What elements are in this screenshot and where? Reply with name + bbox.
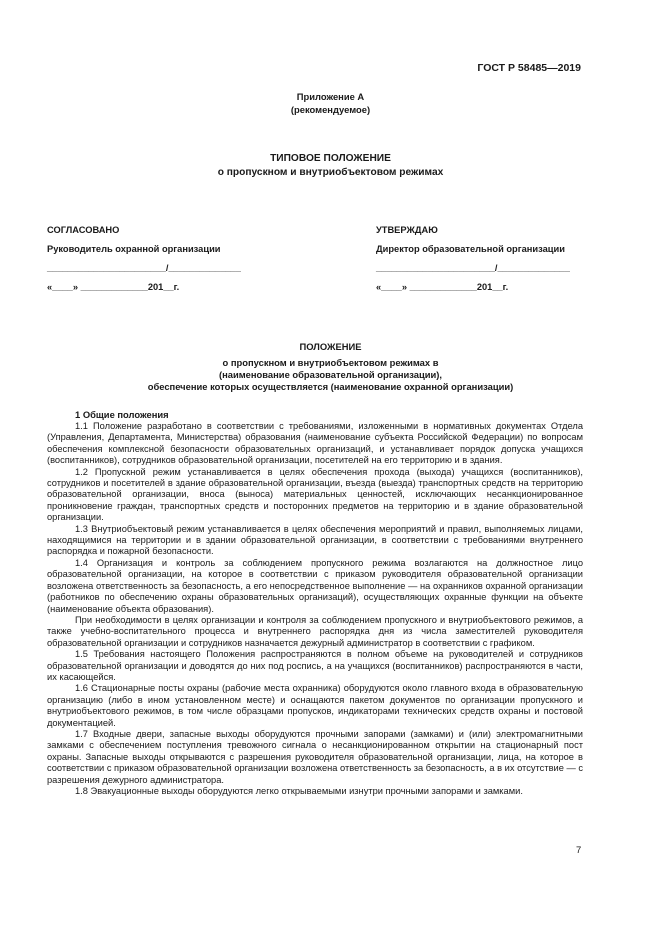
paragraph-1-1: 1.1 Положение разработано в соответствии с требованиями, изложенными в нормативных документах Отдела (Управления, Департамента, Министерства) образования (наименование субъекта Российской Федерации) по вопросам обеспечения комплексной безопасности образовательных организаций, и устанавливает порядок допуска учащихся (воспитанников), сотрудников образовательной организации, посетителей на его территорию и в здания. [47,421,583,466]
body-text [47,421,583,797]
agreed-signature-line: _______________________/______________ [47,263,241,273]
standard-number: ГОСТ Р 58485—2019 [477,62,581,74]
appendix-note: (рекомендуемое) [290,104,371,115]
regulation-line-3: обеспечение которых осуществляется (наименование охранной организации) [147,381,514,392]
regulation-line-2: (наименование образовательной организации), [218,369,443,380]
paragraph-1-6: 1.6 Стационарные посты охраны (рабочие места охранника) оборудуются около главного входа в образовательную организацию (либо в ином установленном месте) и оснащаются пакетом документов по организации пропускного и внутриобъектового режимов, в том числе образцами пропусков, индикаторами технических средств охраны и постовой документацией. [47,683,583,728]
approve-heading: УТВЕРЖДАЮ [376,225,438,235]
section-heading: 1 Общие положения [75,409,169,420]
document-title: ТИПОВОЕ ПОЛОЖЕНИЕ [270,153,391,164]
paragraph-1-8: 1.8 Эвакуационные выходы оборудуются легко открываемыми изнутри прочными запорами и замками. [75,786,523,796]
paragraph-1-4-continued: При необходимости в целях организации и контроля за соблюдением пропускного и внутриобъектового режимов, а также учебно-воспитательного процесса и внутреннего распорядка дня из числа заместителей руководителя образовательной организации и сотрудников назначается дежурный администратор в соответствии с графиком. [47,614,583,648]
paragraph-1-3: 1.3 Внутриобъектовый режим устанавливается в целях обеспечения мероприятий и правил, выполняемых лицами, находящимися на территории и в здании образовательной организации, в соответствии с требованиями внутреннего распорядка и пожарной безопасности. [47,523,583,557]
agreed-heading: СОГЛАСОВАНО [47,225,120,235]
regulation-title: ПОЛОЖЕНИЕ [299,341,362,352]
approve-date-line: «____» _____________201__г. [376,282,509,292]
regulation-line-1: о пропускном и внутриобъектовом режимах в [222,357,439,368]
document-subtitle: о пропускном и внутриобъектовом режимах [217,167,444,178]
paragraph-1-2: 1.2 Пропускной режим устанавливается в целях обеспечения прохода (выхода) учащихся (воспитанников), сотрудников и посетителей в здание образовательной организации, въезда (выезда) транспортных средств на территорию образовательной организации, вноса (выноса) материальных ценностей, исключающих несанкционированное проникновение граждан, транспортных средств и посторонних предметов на территорию и в здание образовательной организации. [47,466,583,523]
page-number: 7 [576,845,582,856]
approve-role: Директор образовательной организации [376,244,565,254]
paragraph-1-4: 1.4 Организация и контроль за соблюдением пропускного режима возлагаются на должностное лицо образовательной организации, на которое в соответствии с приказом руководителя образовательной организации возложена ответственность за безопасность, а его непосредственное выполнение — на охранников охранной организации (работников по обеспечению охраны образовательных организаций), осуществляющих охранные функции на объекте (наименование объекта образования). [47,557,583,614]
agreed-date-line: «____» _____________201__г. [47,282,180,292]
agreed-role: Руководитель охранной организации [47,244,221,254]
paragraph-1-7: 1.7 Входные двери, запасные выходы оборудуются прочными запорами (замками) и (или) электромагнитными замками с обеспечением поступления тревожного сигнала о несанкционированном открытии на стационарный пост охраны. Запасные выходы открываются с разрешения руководителя образовательной организации, лица, на которое в соответствии с приказом образовательной организации возложена ответственность за безопасность, а в их отсутствие — с разрешения дежурного администратора. [47,728,583,785]
paragraph-1-5: 1.5 Требования настоящего Положения распространяются в полном объеме на руководителей и сотрудников образовательной организации и доводятся до них под роспись, а на учащихся (воспитанников) распространяются в части, их касающейся. [47,649,583,682]
appendix-title: Приложение А [296,91,365,102]
approve-signature-line: _______________________/______________ [376,263,570,273]
